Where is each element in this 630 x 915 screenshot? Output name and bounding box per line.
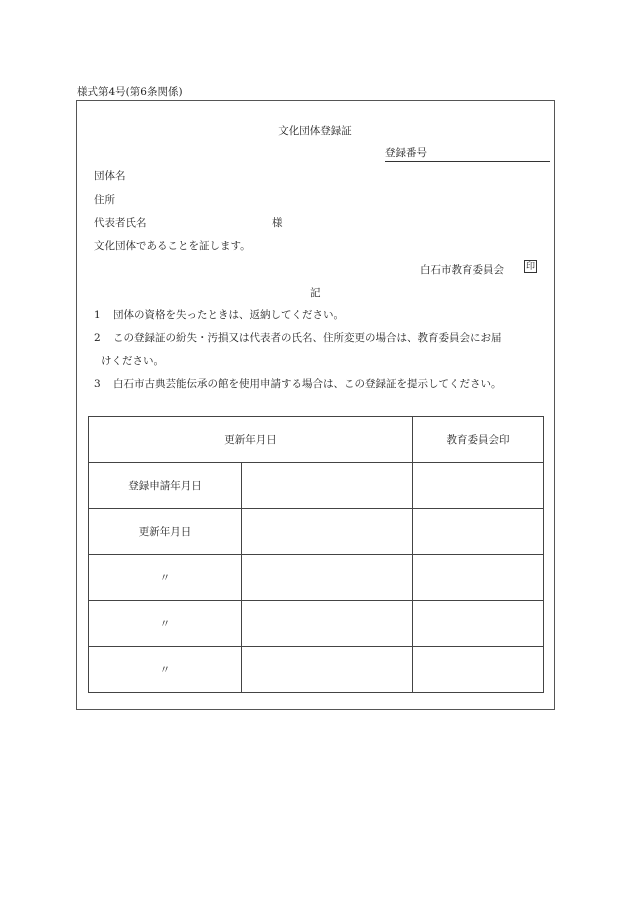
representative-label: 代表者氏名 — [94, 217, 147, 229]
seal-cell — [413, 463, 544, 509]
header-board-seal: 教育委員会印 — [413, 417, 544, 463]
note-continuation: けください。 — [101, 355, 164, 367]
note-item — [94, 330, 502, 345]
table-row — [89, 463, 544, 509]
row-label: 〃 — [89, 601, 242, 647]
table-row — [89, 601, 544, 647]
date-cell — [242, 463, 413, 509]
honorific-label: 様 — [272, 217, 283, 229]
note-number: 2 — [94, 332, 101, 344]
note-item — [94, 376, 502, 391]
row-label: 更新年月日 — [89, 509, 242, 555]
certification-text: 文化団体であることを証します。 — [94, 240, 251, 252]
issuer-name: 白石市教育委員会 — [420, 264, 504, 276]
note-item — [94, 307, 344, 322]
date-cell — [242, 555, 413, 601]
note-text: 白石市古典芸能伝承の館を使用申請する場合は、この登録証を提示してください。 — [113, 378, 502, 390]
row-label: 〃 — [89, 647, 242, 693]
date-cell — [242, 509, 413, 555]
registration-number-field: 登録番号 — [385, 145, 550, 162]
seal-stamp: 印 — [525, 262, 535, 272]
group-name-label: 団体名 — [94, 170, 126, 182]
renewal-table — [88, 416, 544, 693]
seal-cell — [413, 601, 544, 647]
note-number: 1 — [94, 309, 101, 321]
seal-cell — [413, 509, 544, 555]
header-renewal-date: 更新年月日 — [89, 417, 413, 463]
row-label: 〃 — [89, 555, 242, 601]
table-row — [89, 647, 544, 693]
note-text: この登録証の紛失・汚損又は代表者の氏名、住所変更の場合は、教育委員会にお届 — [113, 332, 502, 344]
certificate-title: 文化団体登録証 — [278, 125, 352, 137]
row-label: 登録申請年月日 — [89, 463, 242, 509]
table-row — [89, 555, 544, 601]
notes-heading: 記 — [310, 287, 321, 299]
address-label: 住所 — [94, 194, 115, 206]
note-text: 団体の資格を失ったときは、返納してください。 — [113, 309, 344, 321]
seal-cell — [413, 555, 544, 601]
table-header-row — [89, 417, 544, 463]
seal-cell — [413, 647, 544, 693]
form-number-label: 様式第4号(第6条関係) — [77, 86, 183, 98]
note-number: 3 — [94, 378, 101, 390]
date-cell — [242, 647, 413, 693]
table-row — [89, 509, 544, 555]
date-cell — [242, 601, 413, 647]
